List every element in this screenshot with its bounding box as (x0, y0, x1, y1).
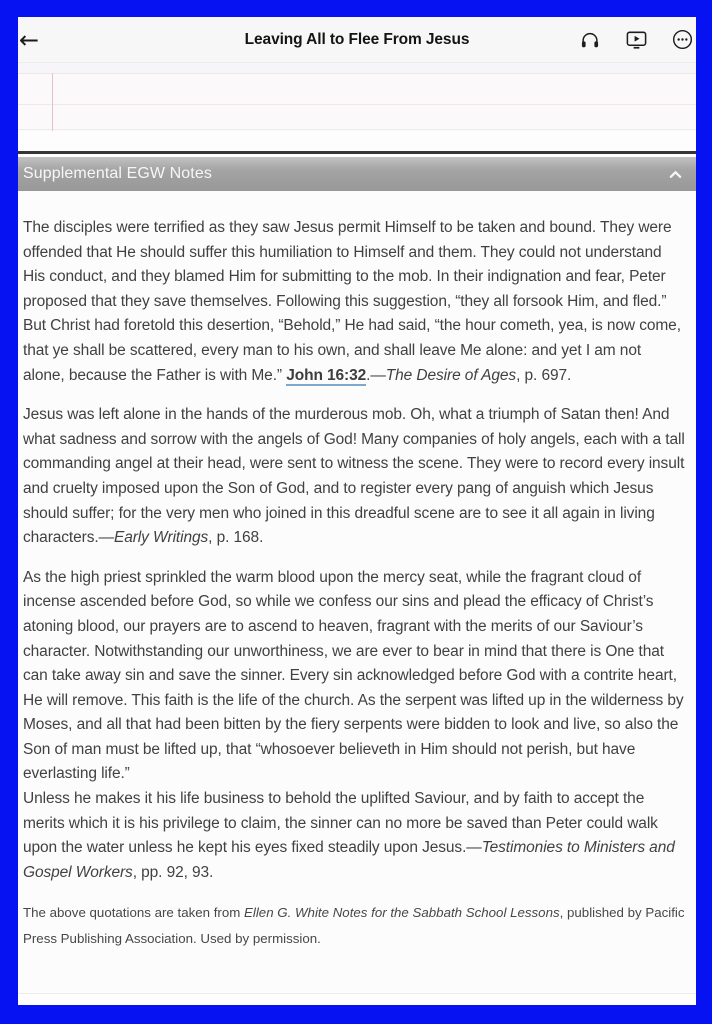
egw-notes-content (18, 191, 696, 993)
video-button[interactable] (624, 28, 648, 52)
source-title: Early Writings (113, 529, 209, 547)
headphones-icon (579, 29, 601, 51)
egw-paragraph-3 (23, 566, 686, 886)
table-top-padding (18, 63, 696, 73)
page-title: Leaving All to Flee From Jesus (244, 30, 470, 48)
top-navbar (18, 17, 696, 63)
video-player-icon (625, 28, 648, 51)
paragraph-text: Unless he makes it his life business to behold the uplifted Saviour, and by faith to accept the merits which it is his privilege to claim, the sinner can no more be saved than Peter could walk upon the water unless he kept his eyes fixed steadily upon Jesus.— (23, 790, 658, 857)
back-button[interactable] (18, 26, 45, 54)
source-title: Testimonies to Ministers and Gospel Workers (23, 839, 675, 881)
more-options-icon (671, 28, 694, 51)
more-button[interactable] (670, 28, 694, 52)
paragraph-text: .— (366, 366, 386, 384)
table-row (18, 104, 696, 130)
section-header-egw-notes[interactable] (18, 157, 696, 191)
spacer (18, 131, 696, 151)
chevron-up-icon (669, 170, 682, 179)
lesson-table-fragment (18, 63, 696, 131)
app-screen (18, 17, 696, 1005)
source-page: , pp. 92, 93. (132, 863, 214, 881)
paragraph-text: Jesus was left alone in the hands of the murderous mob. Oh, what a triumph of Satan then! And what sadness and sorrow with the angels of God! Many companies of holy angels, each with a tall commanding angel at their head, were sent to witness the scene. They were to record every insult and cruelty imposed upon the Son of God, and to register every pang of anguish which Jesus should suffer; for the very men who joined in this dreadful scene are to see it all again in living characters.— (23, 406, 685, 547)
source-page: , p. 168. (208, 529, 264, 547)
table-column-divider (52, 73, 53, 131)
egw-paragraph-2 (23, 403, 686, 551)
navbar-actions (578, 28, 696, 52)
back-arrow-icon: ← (19, 25, 40, 54)
section-title: Supplemental EGW Notes (23, 165, 212, 182)
audio-button[interactable] (578, 28, 602, 52)
bottom-bar (18, 993, 696, 1005)
source-page: , p. 697. (516, 366, 572, 384)
credit-source-title: Ellen G. White Notes for the Sabbath School Lessons (244, 905, 560, 921)
paragraph-text: As the high priest sprinkled the warm blood upon the mercy seat, while the fragrant cloud of incense ascended before God, so while we confess our sins and plead the efficacy of Christ’s atoning blood, our prayers are to ascend to heaven, fragrant with the merits of our Saviour’s character. Notwithstanding our unworthiness, we are ever to bear in mind that there is One that can take away sin and save the sinner. Every sin acknowledged before God with a contrite heart, He will remove. This faith is the life of the church. As the serpent was lifted up in the wilderness by Moses, and all that had been bitten by the fiery serpents were bidden to look and live, so also the Son of man must be lifted up, that “whosoever believeth in Him should not perish, but have everlasting life.” (23, 568, 684, 783)
egw-paragraph-1 (23, 216, 686, 388)
source-title: The Desire of Ages (385, 366, 517, 384)
credit-text: The above quotations are taken from (23, 905, 245, 921)
copyright-credit (23, 900, 686, 951)
paragraph-text: The disciples were terrified as they saw Jesus permit Himself to be taken and bound. They were offended that He should suffer this humiliation to Himself and them. They could not understand His conduct, and they blamed Him for submitting to the mob. In their indignation and fear, Peter proposed that they save themselves. Following this suggestion, “they all forsook Him, and fled.” But Christ had foretold this desertion, “Behold,” He had said, “the hour cometh, yea, is now come, that ye shall be scattered, every man to his own, and shall leave Me alone: and yet I am not alone, because the Father is with Me.” (23, 219, 681, 384)
verse-link-john-16-32[interactable]: John 16:32 (286, 366, 367, 384)
credit-text: , published by Pacific Press Publishing Association. Used by permission. (23, 905, 685, 946)
table-row (18, 73, 696, 104)
